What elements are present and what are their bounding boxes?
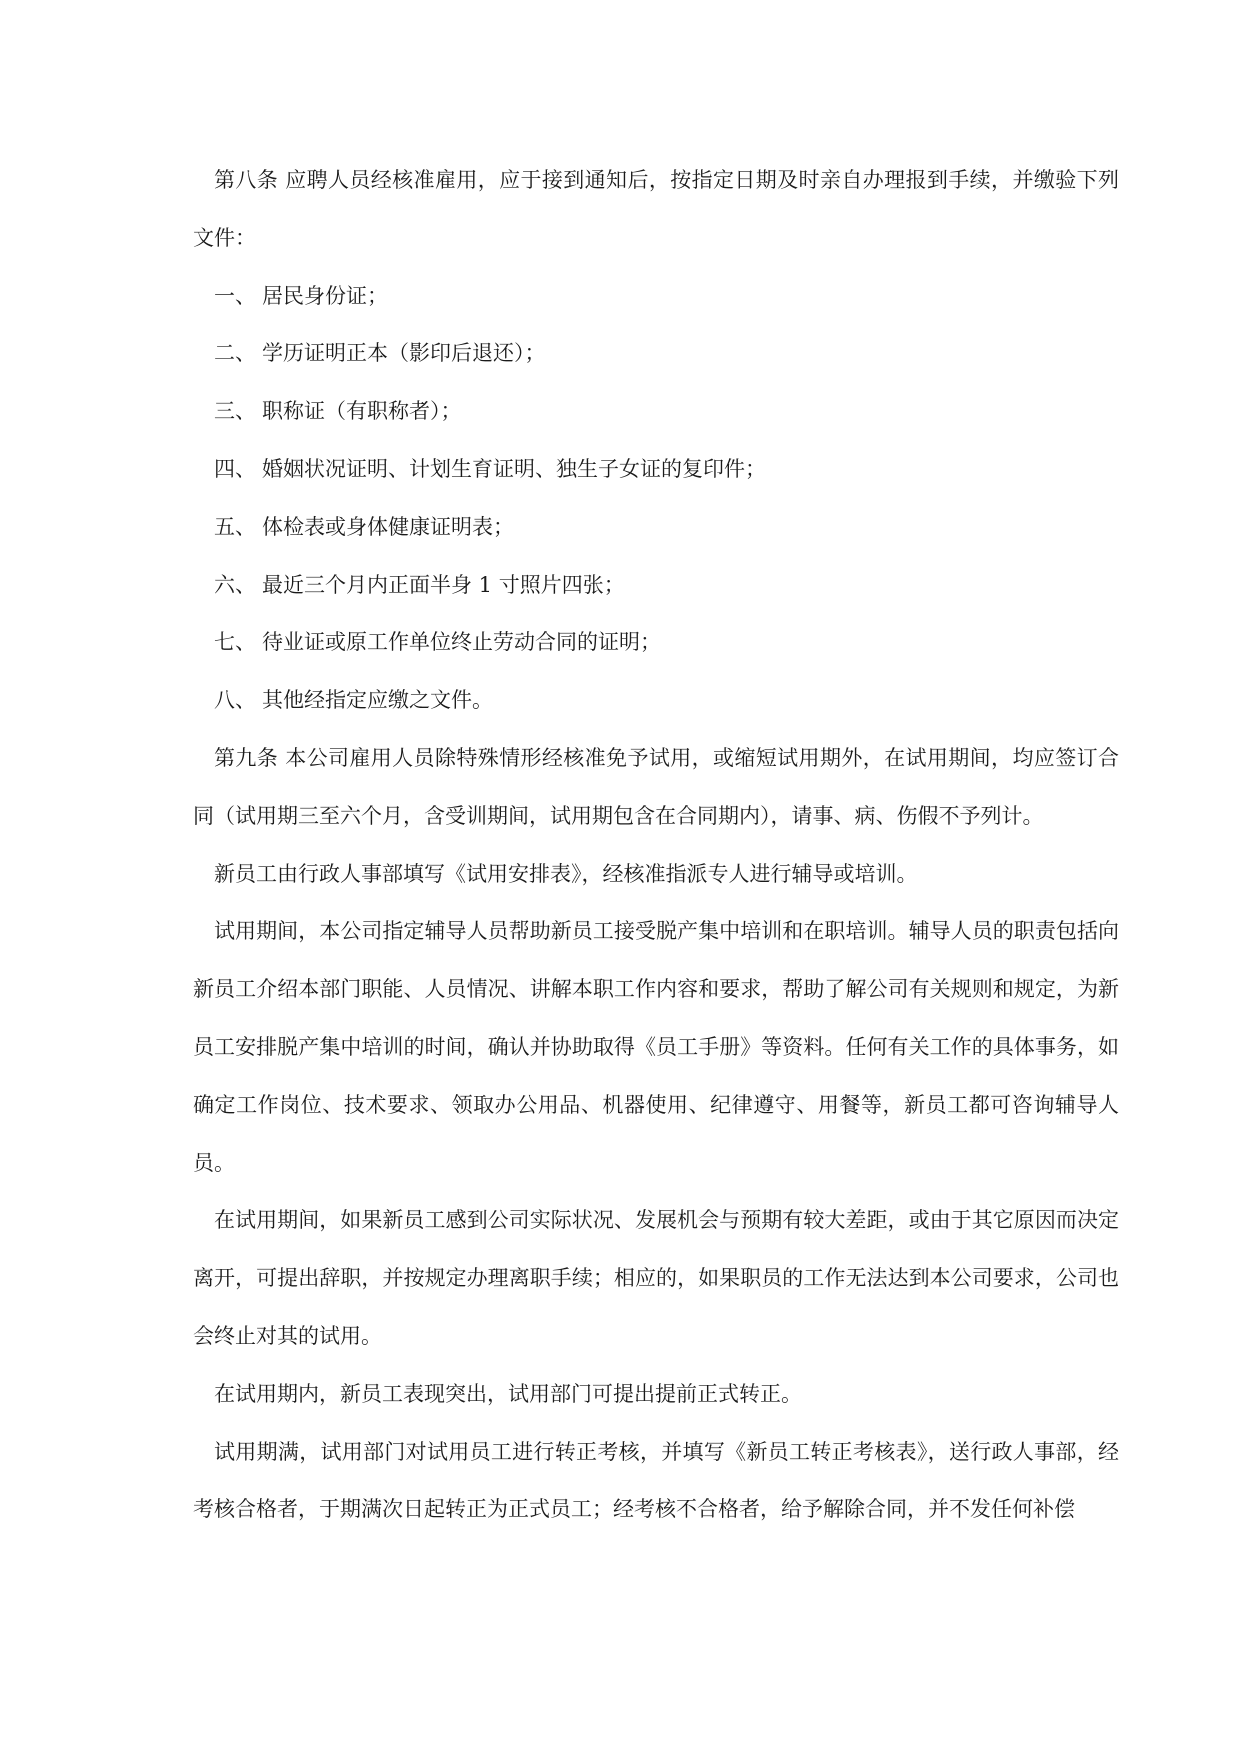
list-item-text: 待业证或原工作单位终止劳动合同的证明； <box>262 630 661 655</box>
list-item <box>193 672 1119 730</box>
list-item-number: 三、 <box>214 399 256 424</box>
list-item-text: 婚姻状况证明、计划生育证明、独生子女证的复印件； <box>262 456 766 481</box>
list-item <box>193 383 1119 441</box>
list-item-number: 八、 <box>214 688 256 713</box>
list-item-number: 一、 <box>214 283 256 308</box>
trial-arrangement-paragraph: 新员工由行政人事部填写《试用安排表》，经核准指派专人进行辅导或培训。 <box>214 861 918 886</box>
list-item-number: 七、 <box>214 630 256 655</box>
article-8-paragraph: 第八条 应聘人员经核准雇用，应于接到通知后，按指定日期及时亲自办理报到手续，并缴验下列文件： <box>193 168 1119 250</box>
list-item <box>193 614 1119 672</box>
list-item-text: 最近三个月内正面半身 1 寸照片四张； <box>262 572 625 597</box>
assessment-paragraph: 试用期满，试用部门对试用员工进行转正考核，并填写《新员工转正考核表》，送行政人事部，经考核合格者，于期满次日起转正为正式员工；经考核不合格者，给予解除合同，并不发任何补偿 <box>193 1439 1119 1522</box>
list-item-text: 学历证明正本（影印后退还）； <box>262 341 546 366</box>
required-documents-list <box>193 268 1119 730</box>
list-item-text: 其他经指定应缴之文件。 <box>262 688 493 713</box>
list-item <box>193 441 1119 499</box>
mentor-duties-paragraph: 试用期间，本公司指定辅导人员帮助新员工接受脱产集中培训和在职培训。辅导人员的职责包括向新员工介绍本部门职能、人员情况、讲解本职工作内容和要求，帮助了解公司有关规则和规定，为新员工安排脱产集中培训的时间，确认并协助取得《员工手册》等资料。任何有关工作的具体事务，如确定工作岗位、技术要求、领取办公用品、机器使用、纪律遵守、用餐等，新员工都可咨询辅导人员。 <box>193 919 1119 1175</box>
list-item-text: 体检表或身体健康证明表； <box>262 514 514 539</box>
list-item-number: 四、 <box>214 456 256 481</box>
list-item <box>193 325 1119 383</box>
resignation-paragraph: 在试用期间，如果新员工感到公司实际状况、发展机会与预期有较大差距，或由于其它原因而决定离开，可提出辞职，并按规定办理离职手续；相应的，如果职员的工作无法达到本公司要求，公司也会终止对其的试用。 <box>193 1208 1119 1348</box>
list-item-number: 二、 <box>214 341 256 366</box>
article-9-paragraph: 第九条 本公司雇用人员除特殊情形经核准免予试用，或缩短试用期外，在试用期间，均应签订合同（试用期三至六个月，含受训期间，试用期包含在合同期内），请事、病、伤假不予列计。 <box>193 745 1119 828</box>
list-item-text: 居民身份证； <box>262 283 388 308</box>
list-item-number: 五、 <box>214 514 256 539</box>
list-item <box>193 557 1119 615</box>
list-item <box>193 268 1119 326</box>
early-confirmation-paragraph: 在试用期内，新员工表现突出，试用部门可提出提前正式转正。 <box>214 1381 802 1406</box>
list-item <box>193 499 1119 557</box>
list-item-number: 六、 <box>214 572 256 597</box>
document-body <box>193 152 1119 1539</box>
list-item-text: 职称证（有职称者）； <box>262 399 462 424</box>
